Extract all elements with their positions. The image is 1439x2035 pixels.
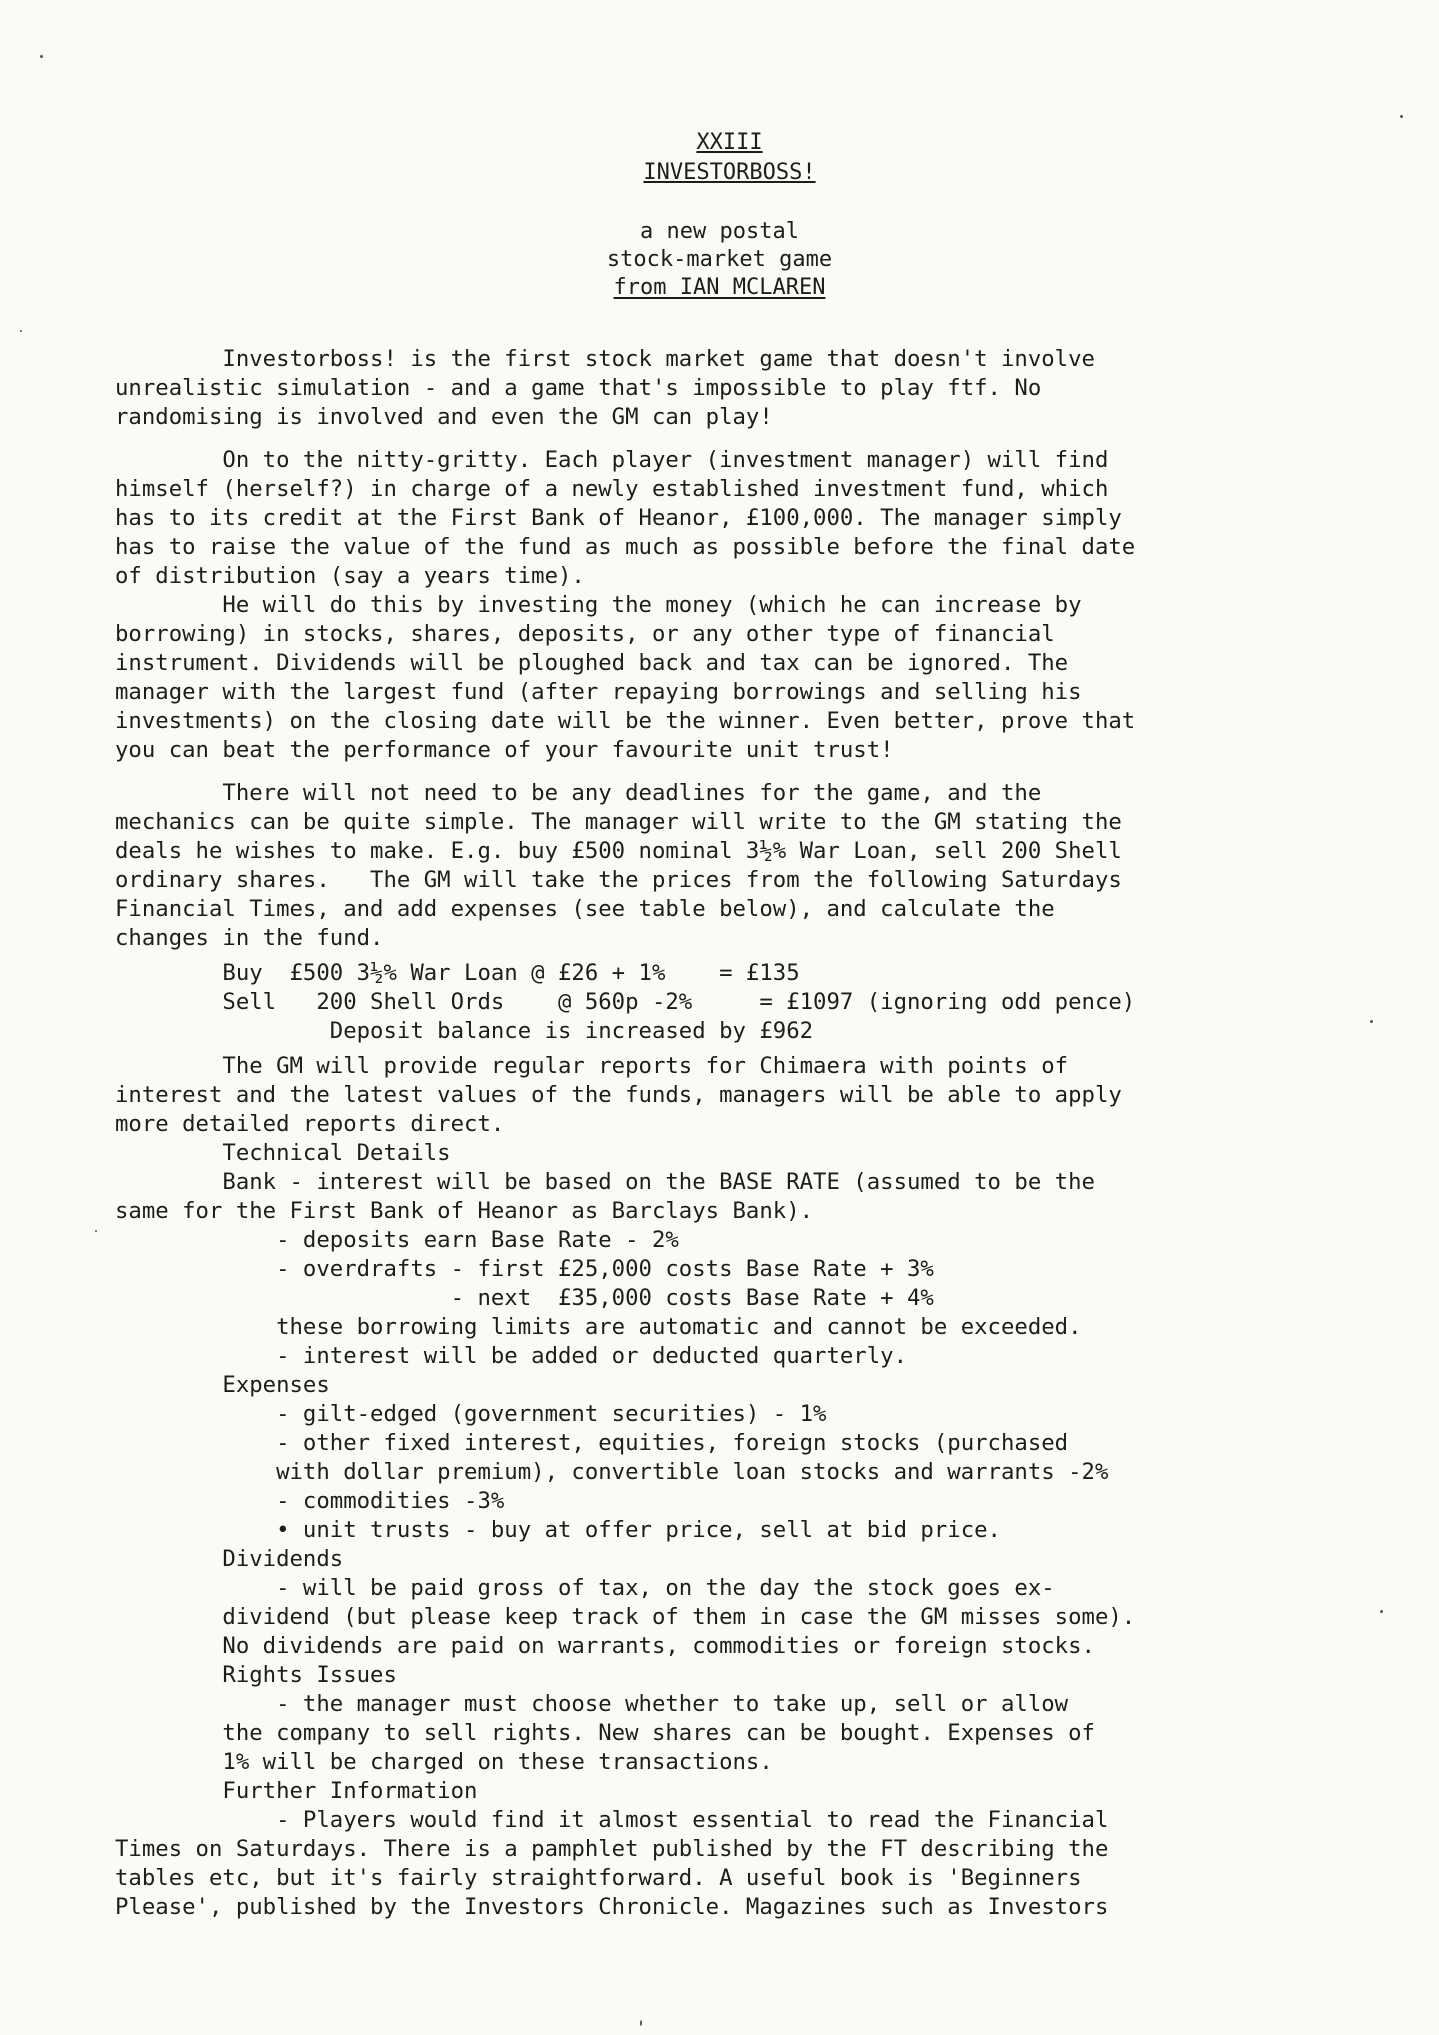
scan-speck	[95, 1230, 97, 1232]
text-line: Buy £500 3½% War Loan @ £26 + 1% = £135	[115, 960, 800, 986]
scan-speck	[20, 330, 22, 332]
scan-speck	[640, 2020, 642, 2026]
text-line: - deposits earn Base Rate - 2%	[115, 1227, 679, 1253]
scan-speck	[1370, 1020, 1373, 1023]
section-heading: Technical Details	[115, 1140, 451, 1166]
section-heading: Expenses	[115, 1372, 330, 1398]
text-line: manager with the largest fund (after repaying borrowings and selling his	[115, 679, 1082, 705]
section-heading: Rights Issues	[115, 1662, 397, 1688]
text-line: of distribution (say a years time).	[115, 563, 585, 589]
text-line: Bank - interest will be based on the BASE RATE (assumed to be the	[115, 1169, 1095, 1195]
text-line: interest and the latest values of the funds, managers will be able to apply	[115, 1082, 1122, 1108]
article-title: INVESTORBOSS!	[643, 160, 816, 185]
paragraph-2	[115, 591, 1365, 765]
section-number: XXIII	[696, 130, 763, 155]
text-line: unrealistic simulation - and a game that's impossible to play ftf. No	[115, 375, 1042, 401]
text-line: ordinary shares. The GM will take the prices from the following Saturdays	[115, 867, 1122, 893]
text-line: Financial Times, and add expenses (see table below), and calculate the	[115, 896, 1055, 922]
text-line: There will not need to be any deadlines for the game, and the	[115, 780, 1042, 806]
scan-speck	[1400, 115, 1403, 118]
article-subtitle	[0, 218, 1439, 302]
section-heading: Further Information	[115, 1778, 478, 1804]
text-line: tables etc, but it's fairly straightforward. A useful book is 'Beginners	[115, 1865, 1082, 1891]
text-line: borrowing) in stocks, shares, deposits, or any other type of financial	[115, 621, 1055, 647]
text-line: No dividends are paid on warrants, commodities or foreign stocks.	[115, 1633, 1095, 1659]
article-body	[115, 345, 1365, 1922]
text-line: with dollar premium), convertible loan stocks and warrants -2%	[115, 1459, 1109, 1485]
text-line: more detailed reports direct.	[115, 1111, 505, 1137]
subtitle-line-2: stock-market game	[606, 247, 833, 272]
text-line: 1% will be charged on these transactions.	[115, 1749, 773, 1775]
text-line: The GM will provide regular reports for Chimaera with points of	[115, 1053, 1069, 1079]
text-line: - will be paid gross of tax, on the day the stock goes ex-	[115, 1575, 1055, 1601]
text-line: has to its credit at the First Bank of Heanor, £100,000. The manager simply	[115, 505, 1122, 531]
intro-paragraph	[115, 345, 1365, 432]
text-line: He will do this by investing the money (which he can increase by	[115, 592, 1082, 618]
text-line: - Players would find it almost essential to read the Financial	[115, 1807, 1109, 1833]
text-line: - overdrafts - first £25,000 costs Base Rate + 3%	[115, 1256, 934, 1282]
text-line: has to raise the value of the fund as much as possible before the final date	[115, 534, 1136, 560]
text-line: Investorboss! is the first stock market game that doesn't involve	[115, 346, 1095, 372]
scan-speck	[1380, 1610, 1383, 1613]
text-line: the company to sell rights. New shares can be bought. Expenses of	[115, 1720, 1095, 1746]
text-line: Deposit balance is increased by £962	[115, 1018, 814, 1044]
text-line: randomising is involved and even the GM can play!	[115, 404, 773, 430]
subtitle-line-3: from IAN MCLAREN	[613, 275, 826, 300]
text-line: - next £35,000 costs Base Rate + 4%	[115, 1285, 934, 1311]
text-line: Sell 200 Shell Ords @ 560p -2% = £1097 (ignoring odd pence)	[115, 989, 1136, 1015]
text-line: you can beat the performance of your favourite unit trust!	[115, 737, 894, 763]
text-line: deals he wishes to make. E.g. buy £500 nominal 3½% War Loan, sell 200 Shell	[115, 838, 1122, 864]
subtitle-line-1: a new postal	[640, 219, 799, 244]
example-deals	[115, 959, 1365, 1046]
paragraph-4	[115, 1052, 1365, 1139]
scan-speck	[40, 55, 43, 58]
text-line: himself (herself?) in charge of a newly established investment fund, which	[115, 476, 1109, 502]
text-line: Please', published by the Investors Chronicle. Magazines such as Investors	[115, 1894, 1109, 1920]
text-line: - other fixed interest, equities, foreign stocks (purchased	[115, 1430, 1069, 1456]
text-line: Times on Saturdays. There is a pamphlet published by the FT describing the	[115, 1836, 1109, 1862]
text-line: changes in the fund.	[115, 925, 384, 951]
text-line: - commodities -3%	[115, 1488, 505, 1514]
text-line: these borrowing limits are automatic and cannot be exceeded.	[115, 1314, 1082, 1340]
text-line: - interest will be added or deducted quarterly.	[115, 1343, 908, 1369]
text-line: mechanics can be quite simple. The manager will write to the GM stating the	[115, 809, 1122, 835]
technical-details	[115, 1139, 1365, 1922]
section-heading: Dividends	[115, 1546, 344, 1572]
paragraph-3	[115, 779, 1365, 953]
text-line: investments) on the closing date will be the winner. Even better, prove that	[115, 708, 1136, 734]
text-line: instrument. Dividends will be ploughed back and tax can be ignored. The	[115, 650, 1069, 676]
text-line: - gilt-edged (government securities) - 1%	[115, 1401, 827, 1427]
text-line: - the manager must choose whether to take up, sell or allow	[115, 1691, 1069, 1717]
text-line: • unit trusts - buy at offer price, sell at bid price.	[115, 1517, 1001, 1543]
text-line: same for the First Bank of Heanor as Barclays Bank).	[115, 1198, 814, 1224]
text-line: On to the nitty-gritty. Each player (investment manager) will find	[115, 447, 1109, 473]
article-header	[0, 128, 1439, 188]
text-line: dividend (but please keep track of them in case the GM misses some).	[115, 1604, 1136, 1630]
paragraph-1	[115, 446, 1365, 591]
